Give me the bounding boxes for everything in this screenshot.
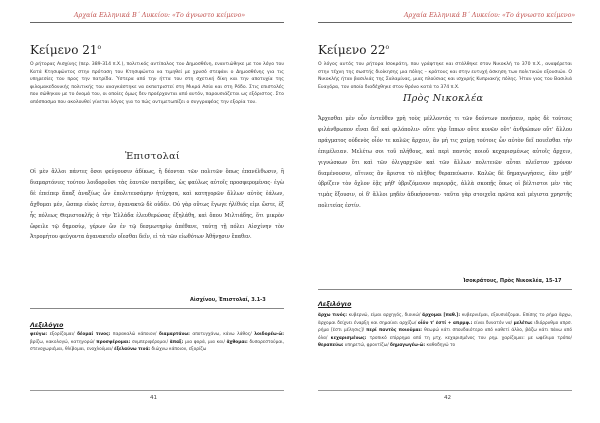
text-title <box>30 43 101 57</box>
glossary-heading: Λεξιλόγιο <box>30 322 64 329</box>
glossary-def: κυβερνιέμαι, εξουσιάζομαι. Επίσης το ρήμα ἄρχω, ἄρχομαι δείχνει έναρξη και σημαίνει αρχίζω/ <box>318 313 572 326</box>
glossary-def: υπηρετώ, φροντίζω/ <box>343 343 391 349</box>
glossary-def: θεωρώ κάτι σπουδαιότερο από καθετί άλλο, βάζω κάτι πάνω από όλα/ <box>318 328 572 341</box>
glossary-term: ἄρχομαι [παθ.]: <box>422 313 461 318</box>
ancient-text: Οἱ μὲν ἄλλοι πάντες ὅσοι φεύγουσιν ἀδίκως, ἢ δέονται τῶν πολιτῶν ὅπως ἐπανέλθωσιν, ἢ διαμαρτόνιες τούτου λοιδοροῦσι τὰς ἑαυτῶν πατρίδας, ὡς φαύλως αὐτοῖς προσφερομένας· ἐγὼ δὲ ἐπείπερ ἅπαξ ἀναξίως ὧν ἐπολιτευσάμην ἠτύχησα, καὶ κατηγορῶν ἄλλων αὐτὸς ἑάλων, ἄχθομαι μέν, ὥσπερ εἰκὸς ἐστιν, ἀγανακτῶ δὲ οὐδέν. Οὐ γὰρ οὕτως ἔγωγε ἠλίθιός εἰμι ὥστε, ἐξ ἧς πόλεως Θεμιστοκλῆς ὁ τὴν Ἑλλάδα ἐλευθερώσας ἐξηλάθη, καὶ ὅπου Μιλτιάδης, ὅτι μικρὸν ὤφειλε τῷ δημοσίῳ, γέρων ὢν ἐν τῷ δεσμωτηρίῳ ἀπέθανε, ταύτῃ τῇ πόλει Αἰσχίνην τὸν Ἀτρομήτου φεύγοντα ἀγανακτεῖν οἴεσθαι δεῖν, εἰ τὰ τῶν εἰωθότων Ἀθήνῃσιν ἔπαθεν. <box>30 169 284 241</box>
glossary <box>318 312 572 350</box>
page-number: 41 <box>150 395 158 401</box>
glossary-term: ἅπαξ: <box>169 339 184 345</box>
glossary-term: οἷόν τ' ἐστί + απρμφ.: <box>417 320 473 326</box>
glossary-term: λοιδορέω-ῶ: <box>254 332 284 337</box>
glossary-term: μελέτω: <box>513 320 533 326</box>
glossary-term: διαμαρτάνω: <box>159 332 190 337</box>
glossary-def: συμπεριφέρομαι/ <box>130 339 170 345</box>
work-title: Ἐπιστολαί <box>125 151 180 162</box>
glossary-term: δημαγωγέω-ῶ: <box>390 343 426 349</box>
glossary-term: περί παντὸς ποιοῦμαι: <box>366 328 423 334</box>
text-title-label: Κείμενο 22 <box>318 43 386 57</box>
glossary <box>30 331 284 354</box>
glossary-def: αποτυγχάνω, κάνω λάθος/ <box>189 332 255 337</box>
separator-rule <box>30 308 284 309</box>
intro-paragraph: Ο λόγος αυτός του ρήτορα Ισοκράτη, που γράφτηκε και στάλθηκε στον Νικοκλή το 370 π.Χ., αναφέρεται στην τέχνη της σωστής διοίκησης μια πόλης – κράτους και στην ευτυχή άσκηση των πολιτικών εξουσιών. Ο Νικοκλής ήταν βασιλιάς της Σαλαμίνας, μιας πλούσιας και ισχυρής Κυπριακής πόλης. Ήταν γιος του Βασιλιά Ευαγόρα, τον οποίο διαδέχθηκε στον θρόνο κατά το 374 π.Χ. <box>318 62 572 90</box>
glossary-term: δέομαί τινος: <box>77 332 111 337</box>
glossary-term: ἄχθομαι: <box>226 339 248 345</box>
glossary-term: θεραπεύω: <box>318 343 344 349</box>
ancient-text: Ἄρχεσθαι μὲν οὖν ἐντεῦθεν χρὴ τοὺς μέλλοντάς τι τῶν δεόντων ποιήσειν, πρὸς δὲ τούτοις φιλάνθρωπον εἶναι δεῖ καὶ φιλόπολιν· οὔτε γὰρ ἵππων οὔτε κυνῶν οὔτ' ἀνθρώπων οὔτ' ἄλλου πράγματος οὐδενὸς οἷόν τε καλῶς ἄρχειν, ἂν μή τις χαίρῃ τούτοις ὧν αὐτὸν δεῖ ποιεῖσθαι τὴν ἐπιμέλειαν. Μελέτω σοι τοῦ πλήθους, καὶ περὶ παντὸς ποιοῦ κεχαρισμένως αὐτοῖς ἄρχειν, γιγνώσκων ὅτι καὶ τῶν ὀλιγαρχιῶν καὶ τῶν ἄλλων πολιτειῶν αὗται πλεῖστον χρόνον διαμένουσιν, αἵτινες ἂν ἄριστα τὸ πλῆθος θεραπεύωσιν. Καλῶς δὲ δημαγωγήσεις, ἐὰν μήθ' ὑβρίζειν τὸν ὄχλον ἐᾷς μήθ' ὑβριζόμενον περιορᾷς, ἀλλὰ σκοπῇς ὅπως οἱ βέλτιστοι μὲν τὰς τιμὰς ἕξουσιν, οἱ δ' ἄλλοι μηδὲν ἀδικήσονται· ταῦτα γὰρ στοιχεῖα πρῶτα καὶ μέγιστα χρηστῆς πολιτείας ἐστίν. <box>318 116 572 210</box>
glossary-def: καθοδηγώ το <box>425 343 456 349</box>
glossary-def: μια φορά, μια και/ <box>183 339 227 345</box>
work-title: Πρὸς Νικοκλέα <box>403 93 484 104</box>
glossary-def: εξορίζομαι/ <box>47 332 78 337</box>
glossary-def: δυσαρεστούμαι, στενοχωριέμαι, θλίβομαι, ενοχλούμαι/ <box>30 339 285 353</box>
header-rule <box>30 22 284 23</box>
footer-rule <box>30 390 284 391</box>
intro-paragraph: Ο ρήτορας Αισχίνης (περ. 389-314 π.Χ.), πολιτικός αντίπαλος του Δημοσθένη, εναντιώθηκε με τον λόγο του Κατά Κτησιφώντος στην πρόταση του Κτησιφώντα να τιμηθεί με χρυσό στεφάνι ο Δημοσθένης για τις υπηρεσίες του προς την πατρίδα. Ύστερα από την ήττα του στη σχετική δίκη και την αποτυχία της φιλομακεδονικής πολιτικής του αναγκάστηκε να εκπατριστεί στη Μικρά Ασία και στη Ρόδο. Στις επιστολές που σώθηκαν με το όνομά του, οι οποίες όμως δεν προέρχονται από αυτόν, παρουσιάζεται ως εξόριστος. Στο απόσπασμα που ακολουθεί γίνεται λόγος για το πώς αντιμετωπίζει ο συγγραφέας την εξορία του. <box>30 62 284 105</box>
separator-rule <box>318 289 572 290</box>
glossary-def: είναι δυνατόν να/ <box>472 320 514 326</box>
source-attribution: Ἰσοκράτους, Πρὸς Νικοκλέα, 15-17 <box>463 278 562 284</box>
text-title-label: Κείμενο 21 <box>30 43 98 57</box>
glossary-term: κεχαρισμένως: <box>330 335 367 341</box>
running-header: Αρχαία Ελληνικά Β΄ Λυκείου: «Το άγνωστο κείμενο» <box>404 12 576 19</box>
glossary-def: κυβερνώ, είμαι αρχηγός, διοικώ/ <box>346 313 423 318</box>
glossary-term: φεύγω: <box>30 332 48 337</box>
glossary-def: διώχνω κάποιον, εξορίζω <box>150 347 207 353</box>
glossary-heading: Λεξιλόγιο <box>318 301 352 308</box>
glossary-def: βρίζω, κακολογώ, κατηγορώ/ <box>30 339 97 345</box>
running-header: Αρχαία Ελληνικά Β΄ Λυκείου: «Το άγνωστο κείμενο» <box>74 12 246 19</box>
header-rule <box>318 22 572 23</box>
title-superscript: ο <box>97 44 102 51</box>
glossary-term: ἐξελαύνω τινά: <box>114 347 151 353</box>
page-number: 42 <box>444 395 452 401</box>
title-superscript: ο <box>385 44 390 51</box>
right-page <box>300 0 600 423</box>
footer-rule <box>318 390 572 391</box>
glossary-def: ιδιόρρυθμο απρσ. ρήμα [ἐστι μέλησις]/ <box>318 320 573 334</box>
glossary-def: παρακαλώ κάποιον/ <box>110 332 159 337</box>
glossary-term: προσφέρομαι: <box>96 339 131 345</box>
source-attribution: Αἰσχίνου, Ἐπιστολαί, 3.1-3 <box>190 297 266 303</box>
glossary-def: τροπικό επίρρημα από τη μτχ. κεχαρισμένος του ρημ. χαρίζομαι: με ωφέλιμο τρόπο/ <box>366 335 572 341</box>
text-title <box>318 43 389 57</box>
glossary-term: ἄρχω τινός: <box>318 313 347 318</box>
